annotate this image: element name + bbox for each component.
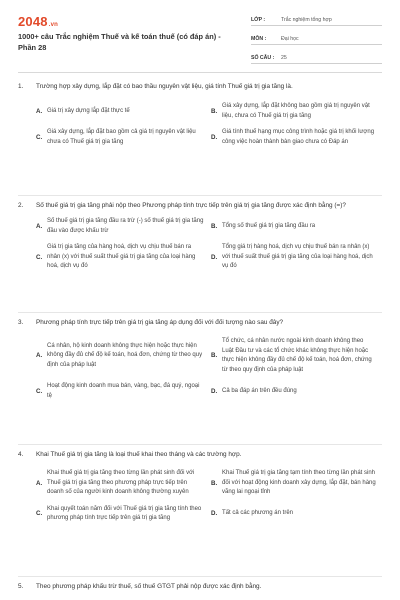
option-text: Tổ chức, cá nhân nước ngoài kinh doanh không theo Luật Đầu tư và các tổ chức khác không thực hiện hoặc thực hiện không đầy đủ chế độ kế toán, hoá đơn, chứng từ theo quy định của pháp luật xyxy=(222,338,372,373)
question-text: Theo phương pháp khấu trừ thuế, số thuế GTGT phải nộp được xác định bằng. xyxy=(36,583,262,590)
logo-tld-text: .vn xyxy=(48,22,59,28)
answer-option-b[interactable] xyxy=(211,217,382,236)
question-number: 4. xyxy=(18,451,24,458)
option-text: Số thuế giá trị gia tăng đầu ra trừ (-) số thuế giá trị gia tăng đầu vào được khấu trừ xyxy=(47,218,204,234)
option-letter: C. xyxy=(36,510,43,518)
question-text: Số thuế giá trị gia tăng phải nộp theo Phương pháp tính trực tiếp trên giá trị gia tăng được xác định bằng (=)? xyxy=(36,202,346,209)
option-letter: A. xyxy=(36,479,43,487)
answer-option-a[interactable] xyxy=(36,102,211,121)
option-text: Khai Thuế giá trị gia tăng tạm tính theo từng lần phát sinh đối với hoạt động kinh doanh xây dựng, lắp đặt, bán hàng vãng lai ngoại tỉnh xyxy=(222,470,376,495)
question-number: 1. xyxy=(18,83,24,90)
logo-main-text: 2048 xyxy=(18,14,48,29)
question-text: Trường hợp xây dựng, lắp đặt có bao thầu nguyên vật liệu, giá tính Thuế giá trị gia tăng là. xyxy=(36,83,293,90)
option-text: Khai thuế giá trị gia tăng theo từng lần phát sinh đối với Thuế giá trị gia tăng theo phương pháp trực tiếp trên doanh số của người kinh doanh không thường xuyên xyxy=(47,470,195,495)
option-letter: B. xyxy=(211,352,218,360)
option-letter: B. xyxy=(211,479,218,487)
option-letter: B. xyxy=(211,222,218,230)
answer-option-b[interactable] xyxy=(211,469,382,498)
meta-value: 25 xyxy=(281,55,287,61)
meta-value: Đại học xyxy=(281,36,299,42)
answer-options xyxy=(36,469,382,524)
question-stem xyxy=(18,318,382,328)
answer-option-d[interactable] xyxy=(211,382,382,401)
answer-option-d[interactable] xyxy=(211,243,382,272)
option-text: Tổng giá trị hàng hoá, dịch vụ chịu thuế bán ra nhân (x) với thuế suất thuế giá trị gia tăng của loại hàng hoá, dịch vụ đó xyxy=(222,244,373,269)
option-letter: D. xyxy=(211,510,218,518)
answer-option-c[interactable] xyxy=(36,505,211,524)
option-letter: C. xyxy=(36,253,43,261)
answer-option-c[interactable] xyxy=(36,243,211,272)
option-text: Tổng số thuế giá trị gia tăng đầu ra xyxy=(222,222,316,229)
option-text: Giá trị xây dựng lắp đặt thực tế xyxy=(47,107,130,114)
option-text: Giá xây dựng, lắp đặt không bao gồm giá trị nguyên vật liệu, chưa có Thuế giá trị gia tăng xyxy=(222,103,370,119)
question-5 xyxy=(18,582,382,592)
answer-option-d[interactable] xyxy=(211,505,382,524)
option-letter: B. xyxy=(211,107,218,115)
option-letter: C. xyxy=(36,387,43,395)
option-text: Hoạt động kinh doanh mua bán, vàng, bạc, đá quý, ngoại tệ xyxy=(47,383,200,399)
option-text: Cá nhân, hộ kinh doanh không thực hiện hoặc thực hiện không đầy đủ chế độ kế toán, hoá đơn, chứng từ theo quy định của pháp luật xyxy=(47,342,203,368)
document-meta xyxy=(251,12,382,69)
option-letter: A. xyxy=(36,222,43,230)
answer-option-c[interactable] xyxy=(36,382,211,401)
question-3 xyxy=(18,318,382,401)
question-number: 2. xyxy=(18,202,24,209)
question-stem xyxy=(18,450,382,460)
document-title: 1000+ câu Trắc nghiệm Thuế và kế toán thuế (có đáp án) - Phần 28 xyxy=(18,32,221,52)
question-divider xyxy=(18,576,382,577)
question-divider xyxy=(18,312,382,313)
option-letter: D. xyxy=(211,253,218,261)
question-stem xyxy=(18,582,382,592)
option-text: Giá tính thuế hạng mục công trình hoặc giá trị khối lượng công việc hoàn thành bàn giao chưa có Đáp án xyxy=(222,129,375,145)
answer-option-b[interactable] xyxy=(211,337,382,375)
answer-options xyxy=(36,337,382,401)
answer-options xyxy=(36,102,382,147)
answer-option-b[interactable] xyxy=(211,102,382,121)
option-text: Tất cả các phương án trên xyxy=(222,510,293,517)
header-divider xyxy=(18,72,382,73)
question-divider xyxy=(18,444,382,445)
option-text: Giá trị gia tăng của hàng hoá, dịch vụ chịu thuế bán ra nhân (x) với thuế suất thuế giá trị gia tăng của loại hàng hoá, dịch vụ đó xyxy=(47,244,196,269)
question-stem xyxy=(18,82,382,92)
option-text: Giá xây dựng, lắp đặt bao gồm cả giá trị nguyên vật liệu chưa có Thuế giá trị gia tăng xyxy=(47,129,196,145)
answer-option-d[interactable] xyxy=(211,128,382,147)
question-1 xyxy=(18,82,382,147)
question-number: 5. xyxy=(18,583,24,590)
site-logo[interactable] xyxy=(18,14,58,29)
option-text: Cả ba đáp án trên đều đúng xyxy=(222,387,297,394)
meta-row-count xyxy=(251,50,382,64)
question-number: 3. xyxy=(18,319,24,326)
meta-row-class xyxy=(251,12,382,26)
answer-option-a[interactable] xyxy=(36,469,211,498)
meta-label: LỚP : xyxy=(251,17,266,23)
option-letter: A. xyxy=(36,107,43,115)
question-text: Khai Thuế giá trị gia tăng là loại thuế khai theo tháng và các trường hợp. xyxy=(36,451,242,458)
question-text: Phương pháp tính trực tiếp trên giá trị gia tăng áp dụng đối với đối tượng nào sau đây? xyxy=(36,319,284,326)
answer-options xyxy=(36,217,382,272)
option-letter: C. xyxy=(36,133,43,141)
option-text: Khai quyết toán năm đối với Thuế giá trị gia tăng tính theo phương pháp tính trực tiếp trên giá trị gia tăng xyxy=(47,505,202,521)
answer-option-a[interactable] xyxy=(36,337,211,375)
answer-option-c[interactable] xyxy=(36,128,211,147)
question-stem xyxy=(18,201,382,211)
answer-option-a[interactable] xyxy=(36,217,211,236)
meta-label: MÔN : xyxy=(251,36,267,42)
meta-value: Trắc nghiệm tổng hợp xyxy=(281,17,332,23)
question-4 xyxy=(18,450,382,524)
option-letter: A. xyxy=(36,352,43,360)
meta-label: SỐ CÂU : xyxy=(251,55,275,61)
question-2 xyxy=(18,201,382,272)
question-divider xyxy=(18,195,382,196)
option-letter: D. xyxy=(211,133,218,141)
option-letter: D. xyxy=(211,387,218,395)
meta-row-subject xyxy=(251,31,382,45)
